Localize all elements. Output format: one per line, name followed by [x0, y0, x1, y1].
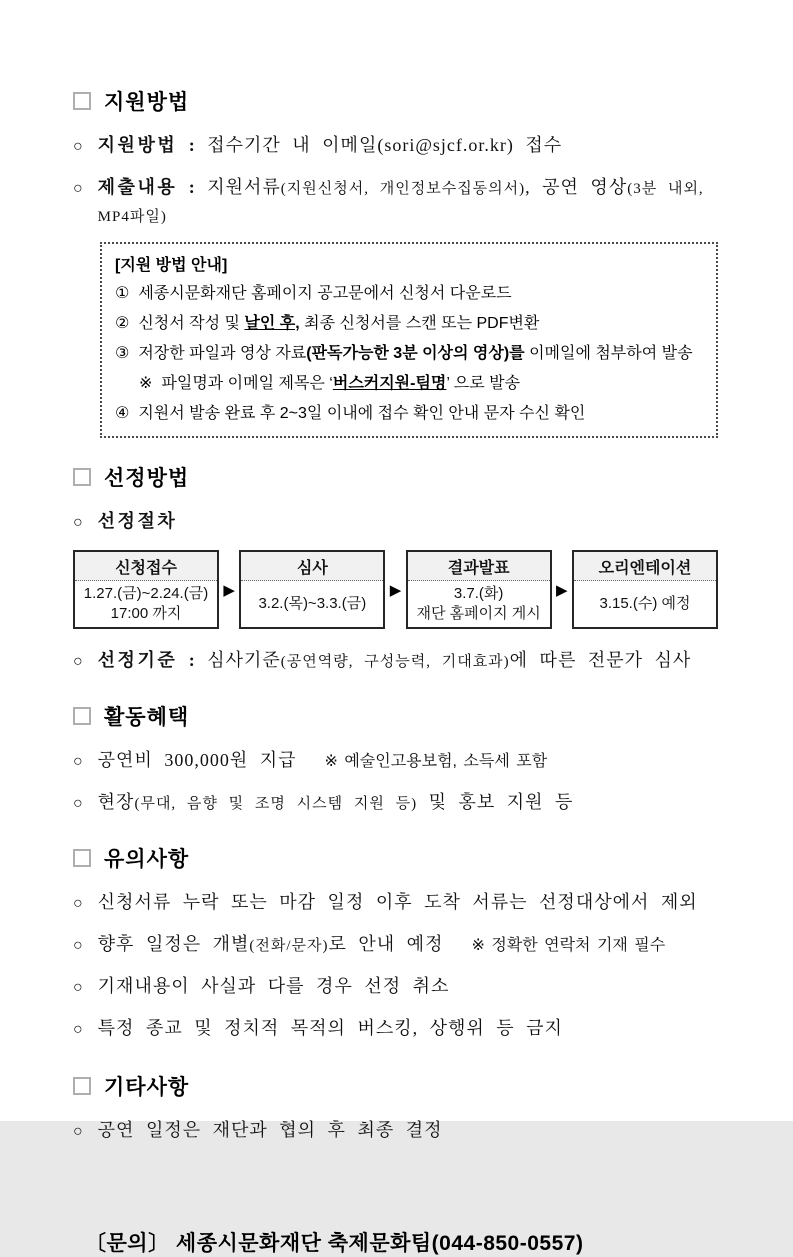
- benefit-site-line: [73, 789, 743, 817]
- square-checkbox-icon: [73, 1077, 91, 1095]
- circle-bullet-icon: ○: [73, 653, 83, 670]
- guide-text: 세종시문화재단 홈페이지 공고문에서 신청서 다운로드: [138, 285, 512, 302]
- benefit-fee-line: [73, 747, 743, 775]
- notice-line-2: [73, 931, 743, 959]
- guide-line-text: [161, 373, 520, 395]
- circled-number-icon: ③: [115, 345, 130, 362]
- flow-step-text: 재단 홈페이지 게시: [416, 605, 541, 622]
- circled-number-icon: ④: [115, 405, 130, 422]
- line-label: 선정기준: [97, 650, 178, 670]
- submit-paren-2: (3분 내외, MP4파일): [97, 181, 704, 225]
- guide-text-emphasis: 날인 후,: [244, 315, 300, 332]
- site-text-1: 현장: [97, 792, 135, 812]
- notice-line-1: [73, 889, 743, 917]
- circled-number-icon: ①: [115, 285, 130, 302]
- circle-bullet-icon: ○: [73, 138, 83, 155]
- guide-line-text: [138, 343, 692, 365]
- right-arrow-icon: ▶: [556, 581, 568, 599]
- circle-bullet-icon: ○: [73, 1021, 83, 1038]
- line-label: 선정절차: [97, 511, 178, 531]
- site-text-2: 및 홍보 지원 등: [417, 792, 574, 812]
- section-heading-apply: [73, 86, 743, 116]
- section-title: 유의사항: [104, 848, 190, 871]
- label-separator: :: [177, 135, 208, 155]
- label-separator: :: [177, 177, 208, 197]
- guide-text: 최종 신청서를 스캔 또는 PDF변환: [299, 315, 540, 332]
- guide-box-title: [지원 방법 안내]: [115, 257, 228, 274]
- guide-line-text: [138, 403, 585, 425]
- right-arrow-icon: ▶: [223, 581, 235, 599]
- notice-line-4: [73, 1015, 743, 1043]
- line-label: 제출내용: [97, 177, 178, 197]
- label-separator: :: [177, 650, 208, 670]
- submit-paren-1: (지원신청서, 개인정보수집동의서): [280, 181, 526, 197]
- notice-note: ※ 정확한 연락처 기재 필수: [471, 937, 666, 954]
- etc-text: 공연 일정은 재단과 협의 후 최종 결정: [97, 1120, 443, 1140]
- flow-step-text: 17:00 까지: [110, 605, 182, 622]
- apply-guide-box: [100, 242, 718, 438]
- guide-line-3: [115, 343, 702, 365]
- notice-paren: (전화/문자): [249, 938, 329, 954]
- circle-bullet-icon: ○: [73, 979, 83, 996]
- guide-line-4: [115, 403, 702, 425]
- apply-submit-line: [73, 174, 743, 230]
- notice-text-2: 로 안내 예정: [328, 934, 444, 954]
- guide-text-emphasis: 버스커지원-팀명: [332, 375, 447, 392]
- guide-text-bold: (판독가능한 3분 이상의 영상)를: [306, 345, 525, 362]
- section-title: 활동혜택: [104, 706, 190, 729]
- criteria-paren: (공연역량, 구성능력, 기대효과): [280, 654, 510, 670]
- guide-text: 파일명과 이메일 제목은 ‘: [161, 375, 333, 392]
- guide-text: ’ 으로 발송: [446, 375, 521, 392]
- guide-line-text: [138, 313, 539, 335]
- circle-bullet-icon: ○: [73, 1123, 83, 1140]
- square-checkbox-icon: [73, 707, 91, 725]
- notice-line-3: [73, 973, 743, 1001]
- section-title: 기타사항: [104, 1076, 190, 1099]
- flow-step-text: 1.27.(금)~2.24.(금): [83, 585, 209, 602]
- selection-flow-diagram: [73, 550, 718, 629]
- flow-step-title: 신청접수: [75, 552, 217, 581]
- guide-line-2: [115, 313, 702, 335]
- guide-line-1: [115, 283, 702, 305]
- reference-mark-icon: ※: [139, 375, 153, 392]
- guide-line-text: [138, 283, 511, 305]
- line-text: [98, 647, 692, 675]
- apply-method-line: [73, 132, 743, 160]
- flow-step-3: [406, 550, 552, 629]
- flow-step-body: [75, 581, 217, 627]
- line-text: [98, 747, 548, 775]
- circle-bullet-icon: ○: [73, 753, 83, 770]
- circle-bullet-icon: ○: [73, 514, 83, 531]
- flow-step-title: 오리엔테이션: [574, 552, 716, 581]
- guide-text: 저장한 파일과 영상 자료: [138, 345, 307, 362]
- submit-text-2: , 공연 영상: [525, 177, 628, 197]
- square-checkbox-icon: [73, 92, 91, 110]
- flow-step-text: 3.2.(목)~3.3.(금): [258, 595, 367, 612]
- flow-step-1: [73, 550, 219, 629]
- notice-text: 신청서류 누락 또는 마감 일정 이후 도착 서류는 선정대상에서 제외: [97, 892, 698, 912]
- flow-step-body: [574, 581, 716, 627]
- section-title: 선정방법: [104, 467, 190, 490]
- right-arrow-icon: ▶: [389, 581, 402, 599]
- line-text: [98, 789, 574, 817]
- square-checkbox-icon: [73, 849, 91, 867]
- method-text: 접수기간 내 이메일(sori@sjcf.or.kr) 접수: [207, 135, 563, 155]
- fee-text: 공연비 300,000원 지급: [97, 750, 297, 770]
- site-paren: (무대, 음향 및 조명 시스템 지원 등): [134, 796, 418, 812]
- section-heading-etc: [73, 1071, 743, 1101]
- selection-procedure-line: [73, 508, 743, 536]
- circle-bullet-icon: ○: [73, 937, 83, 954]
- flow-step-body: [408, 581, 550, 627]
- line-label: 지원방법: [97, 135, 178, 155]
- guide-text: 신청서 작성 및: [138, 315, 245, 332]
- section-title: 지원방법: [104, 91, 190, 114]
- criteria-text-1: 심사기준: [207, 650, 281, 670]
- flow-step-text: 3.7.(화): [453, 585, 504, 602]
- circle-bullet-icon: ○: [73, 180, 83, 197]
- line-text: [98, 132, 563, 158]
- etc-line-1: [73, 1117, 743, 1145]
- flow-step-title: 심사: [241, 552, 383, 581]
- circled-number-icon: ②: [115, 315, 130, 332]
- notice-text: 특정 종교 및 정치적 목적의 버스킹, 상행위 등 금지: [97, 1018, 563, 1038]
- fee-note: ※ 예술인고용보험, 소득세 포함: [324, 753, 548, 770]
- circle-bullet-icon: ○: [73, 895, 83, 912]
- flow-step-2: [239, 550, 385, 629]
- submit-text-1: 지원서류: [207, 177, 281, 197]
- square-checkbox-icon: [73, 468, 91, 486]
- flow-step-title: 결과발표: [408, 552, 550, 581]
- line-text: [98, 174, 743, 230]
- notice-text-1: 향후 일정은 개별: [97, 934, 250, 954]
- contact-info: 〔문의〕 세종시문화재단 축제문화팀(044-850-0557): [85, 1232, 584, 1255]
- guide-line-note: [139, 373, 702, 395]
- criteria-text-2: 에 따른 전문가 심사: [509, 650, 692, 670]
- guide-text: 지원서 발송 완료 후 2~3일 이내에 접수 확인 안내 문자 수신 확인: [138, 405, 586, 422]
- line-text: [98, 931, 666, 959]
- section-heading-benefit: [73, 701, 743, 731]
- section-heading-notice: [73, 843, 743, 873]
- flow-step-4: [572, 550, 718, 629]
- notice-text: 기재내용이 사실과 다를 경우 선정 취소: [97, 976, 450, 996]
- flow-step-text: 3.15.(수) 예정: [599, 595, 691, 612]
- circle-bullet-icon: ○: [73, 795, 83, 812]
- section-heading-selection: [73, 462, 743, 492]
- flow-step-body: [241, 581, 383, 627]
- guide-text: 이메일에 첨부하여 발송: [524, 345, 693, 362]
- selection-criteria-line: [73, 647, 743, 675]
